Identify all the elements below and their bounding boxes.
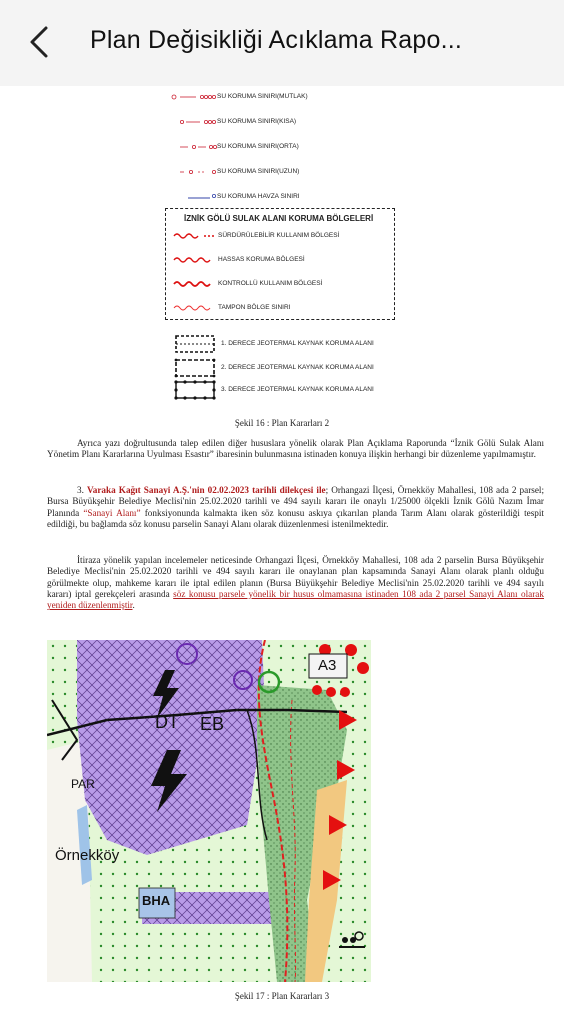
legend-item [165,115,405,129]
map-label-eb: EB [200,714,225,734]
water-protection-medium-symbol [170,142,218,152]
legend-label: SU KORUMA SINIRI(MUTLAK) [217,93,308,100]
map-label-ornekkoy: Örnekköy [55,847,120,864]
buffer-zone-boundary-symbol [171,303,219,313]
decision-highlight: söz konusu parsele yönelik bir husus olmamasına istinaden 108 ada 2 parsel Sanayi Alanı olarak yeniden düzenlenmiştir [47,588,544,611]
item-number: 3. [77,485,84,495]
legend-item [173,380,403,400]
plan-map [47,640,371,982]
legend-label: 3. DERECE JEOTERMAL KAYNAK KORUMA ALANI [221,386,374,393]
paragraph-text: ; Orhangazi İlçesi, Örnekköy Mahallesi, 108 ada 2 parsel; Bursa Büyükşehir Belediye Meclisi'nin 25.02.2020 tarihli ve 494 sayılı kararı ile onaylı 1/25000 ölçekli İznik Gölü Nazım İmar Planında [47,485,545,518]
paragraph-end: . [132,600,135,611]
plan-legend [165,86,405,406]
legend-item [166,301,406,315]
controlled-use-zone-symbol [171,279,219,289]
plan-map-drawing [47,640,371,982]
geothermal-level-2-symbol [173,358,217,378]
legend-label: SU KORUMA SINIRI(UZUN) [217,168,300,175]
document-page [0,86,564,1024]
legend-item [166,253,406,267]
sustainable-use-zone-symbol [171,231,219,241]
wetland-legend-box [165,208,395,320]
chevron-left-icon [22,22,58,62]
map-label-bha: BHA [142,893,171,908]
legend-label: SÜRDÜRÜLEBİLİR KULLANIM BÖLGESİ [218,232,340,239]
figure-17-caption: Şekil 17 : Plan Kararları 3 [234,991,330,1001]
map-label-dt: DT [155,712,179,732]
map-label-a3: A3 [318,657,337,674]
legend-label: TAMPON BÖLGE SINIRI [218,304,291,311]
legend-item [173,358,403,378]
legend-label: 1. DERECE JEOTERMAL KAYNAK KORUMA ALANI [221,340,374,347]
legend-item [173,334,403,354]
legend-label: KONTROLLÜ KULLANIM BÖLGESİ [218,280,323,287]
sensitive-protection-zone-symbol [171,255,219,265]
wetland-legend-title: İZNİK GÖLÜ SULAK ALANI KORUMA BÖLGELERİ [184,214,374,223]
paragraph-3 [47,555,544,611]
paragraph-1 [47,438,544,461]
water-protection-long-symbol [170,167,218,177]
water-basin-boundary-symbol [170,192,218,202]
paragraph-text: fonksiyonunda kalmakta iken söz konusu askıya çıkarılan planda Tarım Alanı olarak gösterildiği tespit edildiği, bu bağlamda söz konusu parselin Sanayi Alanı olarak düzenlenmesi istenilmektedir. [47,507,544,529]
sanayi-alani-quote: “Sanayi Alanı” [83,507,141,518]
legend-label: HASSAS KORUMA BÖLGESİ [218,256,305,263]
legend-label: SU KORUMA HAVZA SINIRI [217,193,300,200]
paragraph-text: İtiraza yönelik yapılan incelemeler neticesinde Orhangazi İlçesi, Örnekköy Mahallesi, 108 ada 2 parselin Bursa Büyükşehir Belediye Meclisi'nin 25.02.2020 tarihli ve 494 sayılı kararı ile onaylanan plan kapsamında Sanayi Alanı olarak planlı olduğu görülmekte olup, mahkeme kararı ile iptal edilen planın (Bursa Büyükşehir Belediye Meclisi'nin 25.02.2020 tarihli ve 494 sayılı kararı) iptal gerekçeleri arasında [47,555,544,599]
paragraph-text: Ayrıca yazı doğrultusunda talep edilen diğer hususlara yönelik olarak Plan Açıklama Raporunda “İznik Gölü Sulak Alanı Yönetim Planı Kararlarına Uyulması Esastır” ibaresinin bulunmasına istinaden konuya ilişkin herhangi bir düzenleme yapılmamıştır. [47,438,544,460]
legend-item [166,277,406,291]
app-bar [0,0,564,86]
legend-label: SU KORUMA SINIRI(KISA) [217,118,297,125]
legend-item [165,190,405,204]
geothermal-level-1-symbol [173,334,217,354]
figure-16-caption: Şekil 16 : Plan Kararları 2 [234,418,330,428]
document-title: Plan Değisikliği Acıklama Rapo... [90,26,463,54]
legend-label: 2. DERECE JEOTERMAL KAYNAK KORUMA ALANI [221,364,374,371]
water-protection-short-symbol [170,117,218,127]
legend-item [165,90,405,104]
geothermal-level-3-symbol [173,380,217,400]
legend-item [165,165,405,179]
petition-reference: Varaka Kağıt Sanayi A.Ş.'nin 02.02.2023 tarihli dilekçesi ile [86,485,326,495]
legend-label: SU KORUMA SINIRI(ORTA) [217,143,299,150]
water-protection-absolute-symbol [170,92,218,102]
map-label-par: PAR [71,777,95,791]
paragraph-2 [47,485,544,530]
legend-item [166,229,406,243]
back-button[interactable] [22,22,58,62]
legend-item [165,140,405,154]
